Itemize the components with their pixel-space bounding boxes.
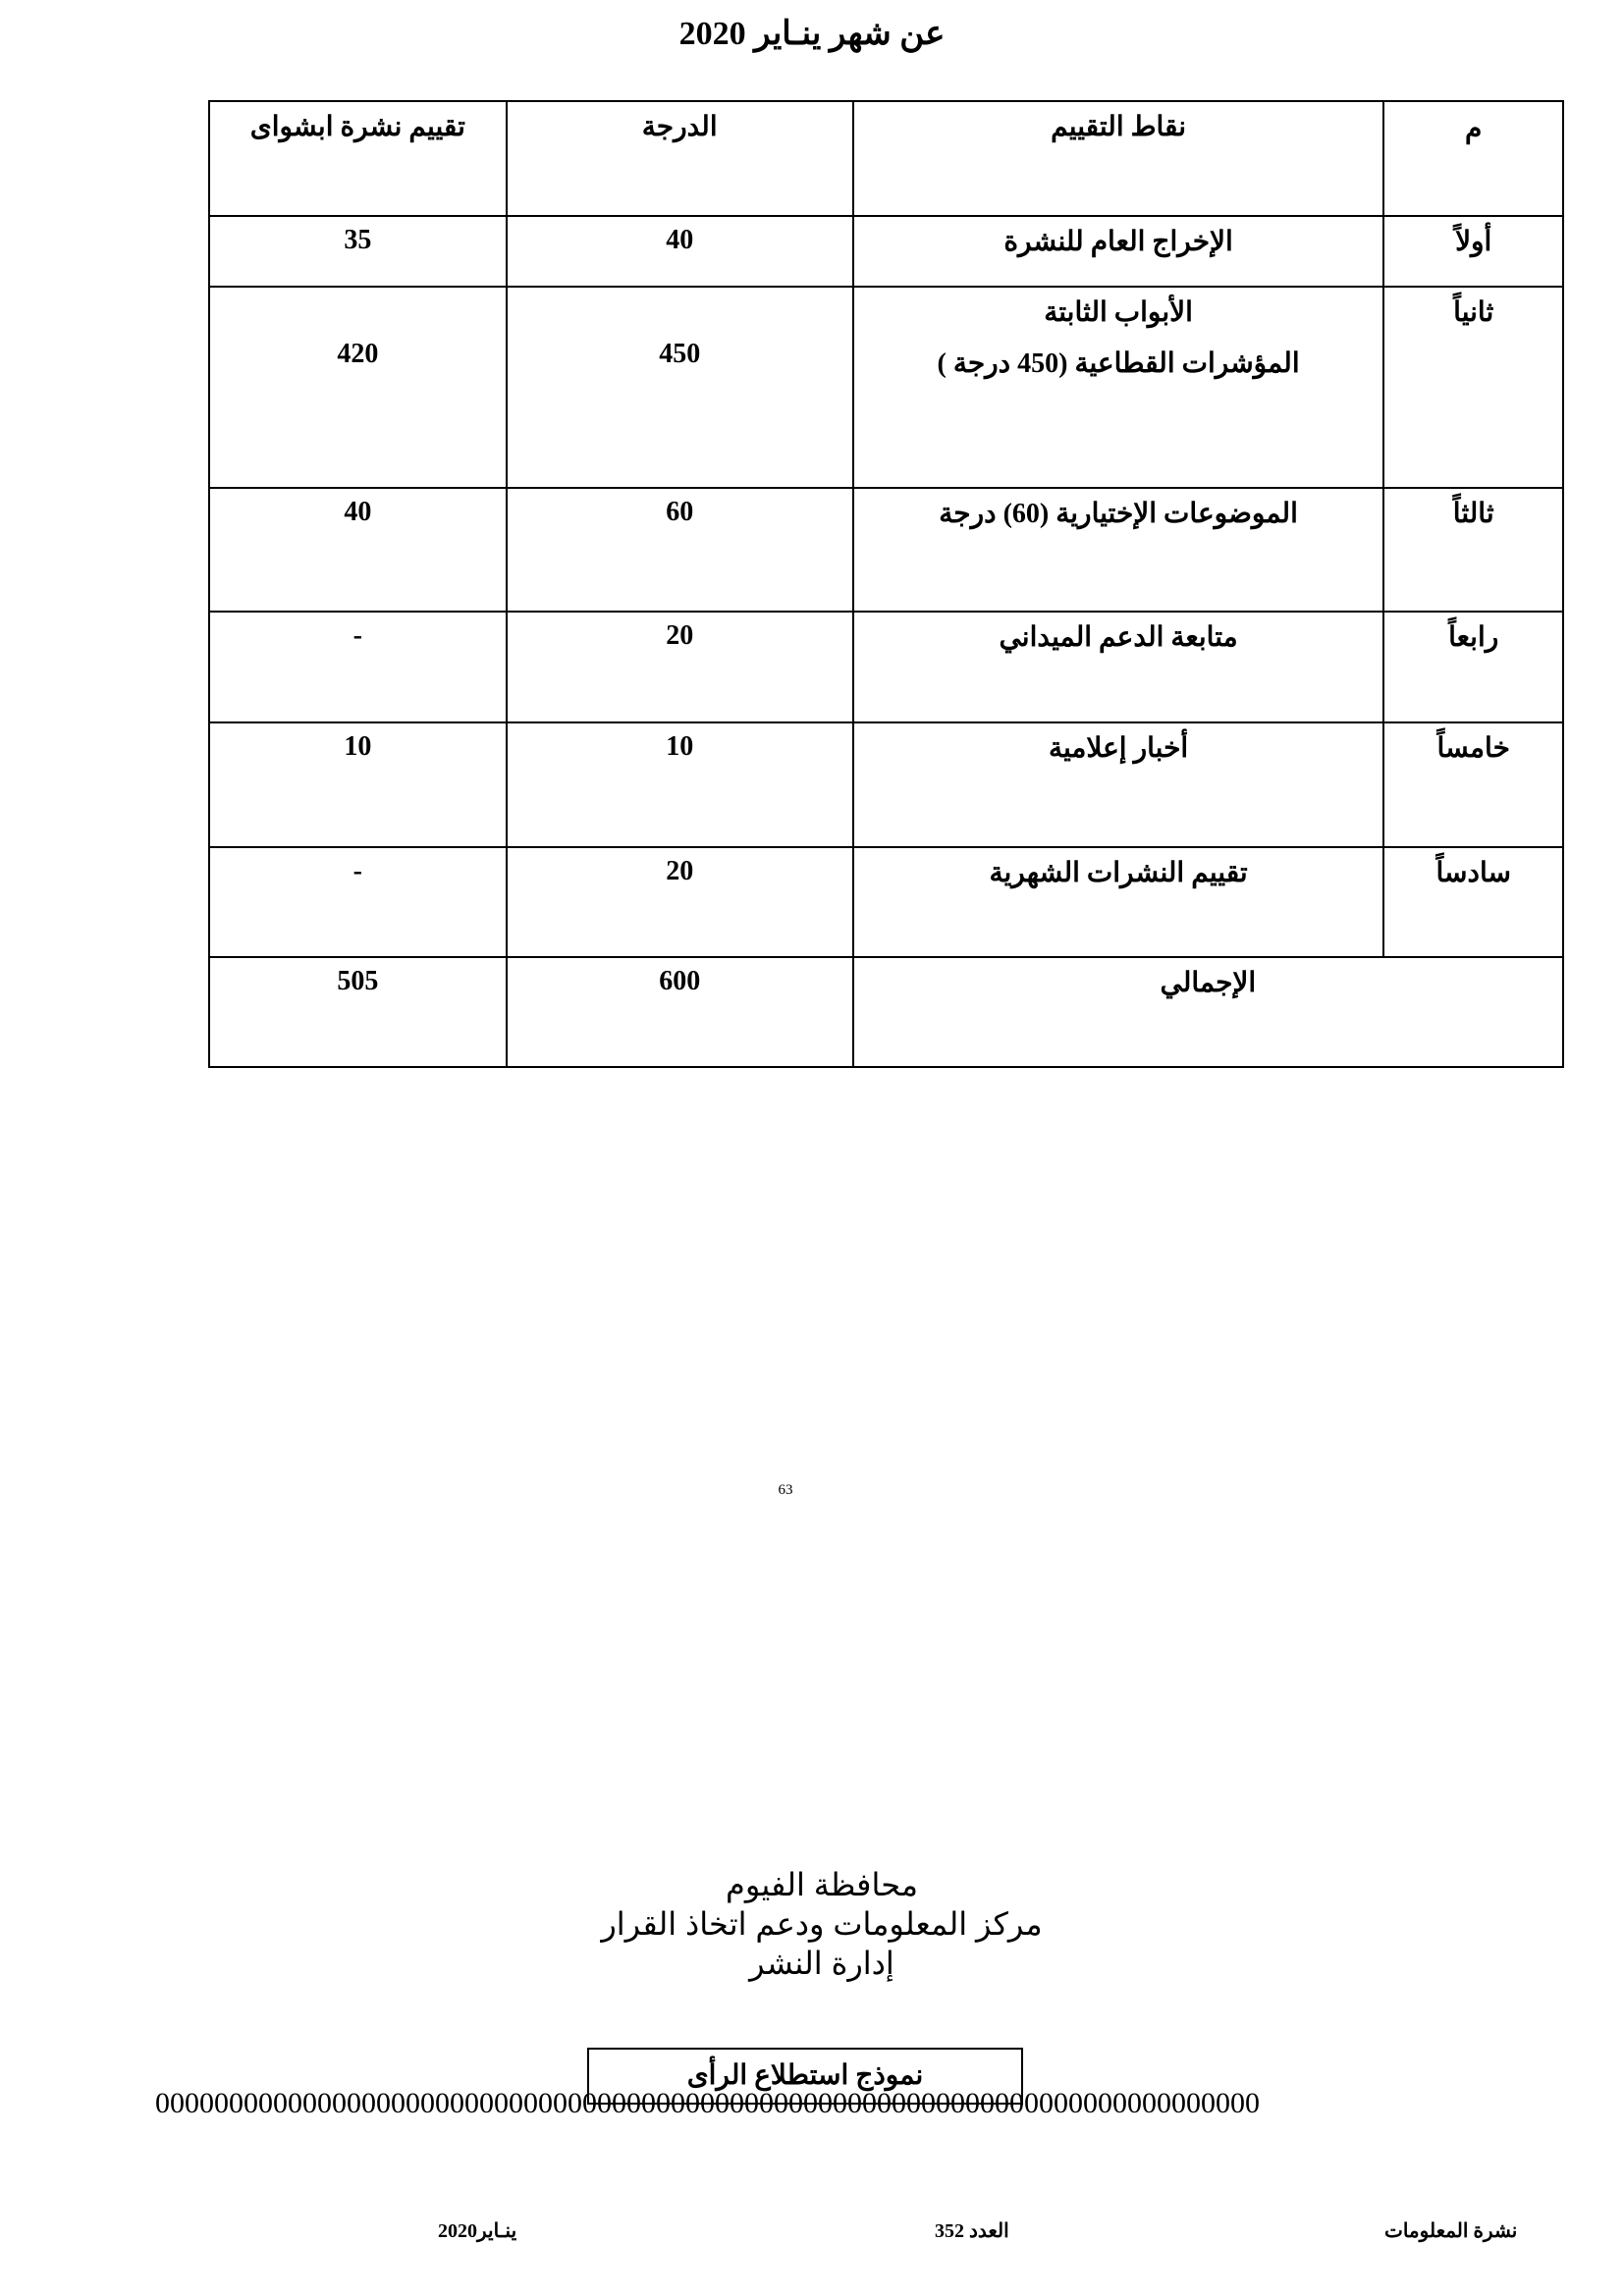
table-row <box>209 287 1563 488</box>
zeros-line: 000000000000000000000000000000000000000000000000000000000000000000000000000 <box>155 2087 1260 2119</box>
page-number: 63 <box>778 1482 793 1498</box>
row-degree: 40 <box>507 216 853 287</box>
total-degree: 600 <box>507 957 853 1067</box>
footer-issue: العدد 352 <box>935 2220 1009 2242</box>
footer-publication: نشرة المعلومات <box>1384 2220 1518 2242</box>
row-evaluation: 10 <box>209 722 507 847</box>
row-points: الموضوعات الإختيارية (60) درجة <box>853 488 1384 612</box>
row-evaluation: - <box>209 612 507 722</box>
row-m: أولاً <box>1383 216 1563 287</box>
organization-block <box>0 1865 1624 1983</box>
org-department: إدارة النشر <box>749 1946 894 1981</box>
row-degree: 20 <box>507 847 853 957</box>
row-evaluation: 420 <box>209 287 507 488</box>
row-m: سادساً <box>1383 847 1563 957</box>
row-points <box>853 287 1384 488</box>
page-title: عن شهر ينـاير 2020 <box>678 16 946 52</box>
row-m: رابعاً <box>1383 612 1563 722</box>
total-evaluation: 505 <box>209 957 507 1067</box>
row-m: ثانياً <box>1383 287 1563 488</box>
table-row <box>209 722 1563 847</box>
row-points: أخبار إعلامية <box>853 722 1384 847</box>
header-points: نقاط التقييم <box>853 101 1384 216</box>
row-evaluation: 35 <box>209 216 507 287</box>
row-degree: 450 <box>507 287 853 488</box>
table-header-row <box>209 101 1563 216</box>
row-m: خامساً <box>1383 722 1563 847</box>
table-row <box>209 488 1563 612</box>
survey-title-box: نموذج استطلاع الرأى <box>587 2048 1023 2105</box>
table-row <box>209 612 1563 722</box>
evaluation-table <box>208 100 1564 1068</box>
row-points: تقييم النشرات الشهرية <box>853 847 1384 957</box>
row-evaluation: 40 <box>209 488 507 612</box>
org-center: مركز المعلومات ودعم اتخاذ القرار <box>601 1906 1043 1942</box>
row-m: ثالثاً <box>1383 488 1563 612</box>
table-row <box>209 847 1563 957</box>
header-degree: الدرجة <box>507 101 853 216</box>
row-evaluation: - <box>209 847 507 957</box>
footer-date: ينـاير2020 <box>438 2220 517 2242</box>
total-label: الإجمالي <box>853 957 1563 1067</box>
row-points: متابعة الدعم الميداني <box>853 612 1384 722</box>
row-degree: 20 <box>507 612 853 722</box>
row-points-line2: المؤشرات القطاعية (450 درجة ) <box>937 348 1300 379</box>
row-degree: 10 <box>507 722 853 847</box>
row-degree: 60 <box>507 488 853 612</box>
header-evaluation: تقييم نشرة ابشواى <box>209 101 507 216</box>
row-points-line1: الأبواب الثابتة <box>1044 297 1193 328</box>
table-row <box>209 216 1563 287</box>
row-points: الإخراج العام للنشرة <box>853 216 1384 287</box>
table-total-row <box>209 957 1563 1067</box>
org-governorate: محافظة الفيوم <box>726 1867 918 1902</box>
header-m: م <box>1383 101 1563 216</box>
